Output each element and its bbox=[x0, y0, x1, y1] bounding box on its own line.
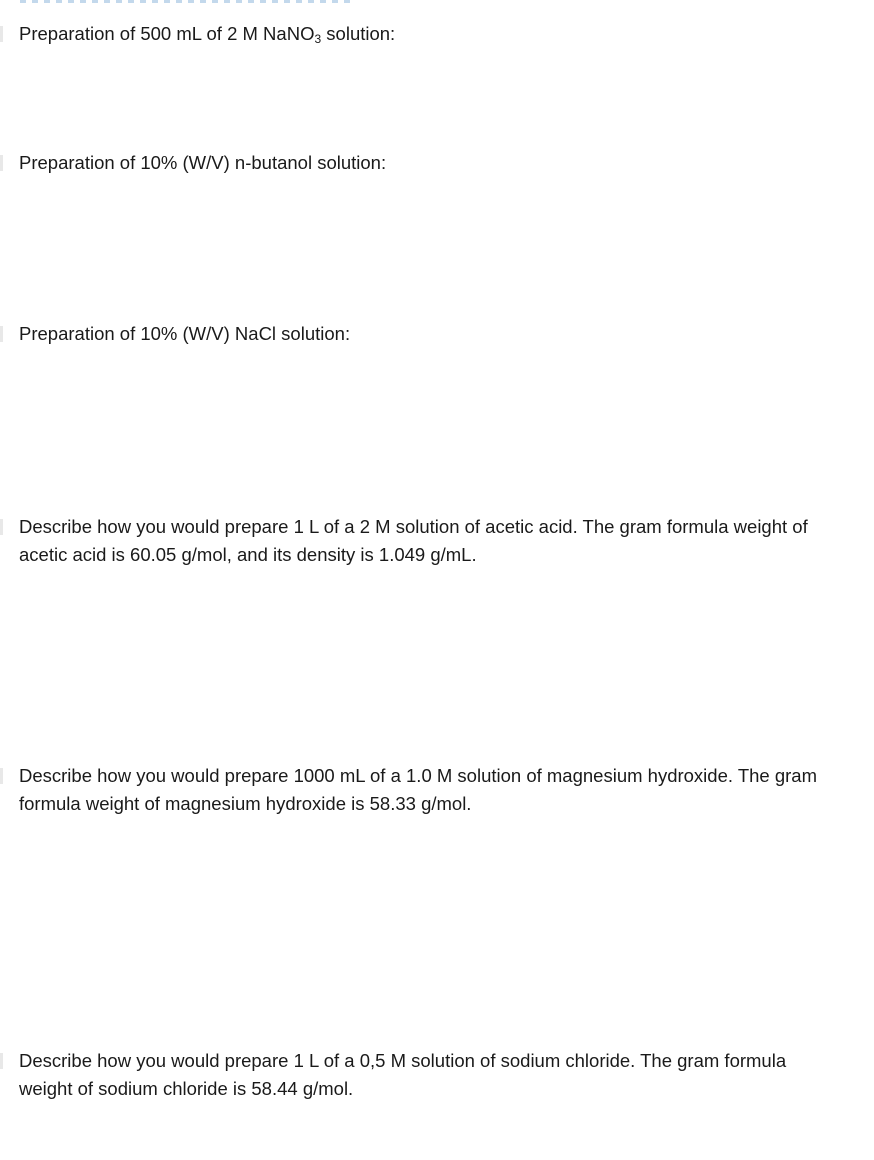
question-6: Describe how you would prepare 1 L of a 0,5 M solution of sodium chloride. The gram formula weight of sodium chloride is 58.44 g/mol. bbox=[19, 1050, 787, 1099]
margin-mark bbox=[0, 26, 3, 42]
question-3: Preparation of 10% (W/V) NaCl solution: bbox=[19, 323, 351, 344]
question-4: Describe how you would prepare 1 L of a 2 M solution of acetic acid. The gram formula weight of acetic acid is 60.05 g/mol, and its density is 1.049 g/mL. bbox=[19, 516, 808, 565]
question-1-suffix: solution: bbox=[321, 23, 396, 44]
margin-mark bbox=[0, 519, 3, 535]
margin-mark bbox=[0, 768, 3, 784]
question-1-subscript: 3 bbox=[314, 32, 322, 46]
margin-mark bbox=[0, 155, 3, 171]
question-2: Preparation of 10% (W/V) n-butanol solution: bbox=[19, 152, 387, 173]
margin-mark bbox=[0, 1053, 3, 1069]
question-5: Describe how you would prepare 1000 mL of a 1.0 M solution of magnesium hydroxide. The gram formula weight of magnesium hydroxide is 58.33 g/mol. bbox=[19, 765, 817, 814]
question-1 bbox=[19, 20, 829, 48]
faded-header-rule bbox=[20, 0, 350, 3]
question-1-text: Preparation of 500 mL of 2 M NaNO bbox=[19, 23, 315, 44]
margin-mark bbox=[0, 326, 3, 342]
